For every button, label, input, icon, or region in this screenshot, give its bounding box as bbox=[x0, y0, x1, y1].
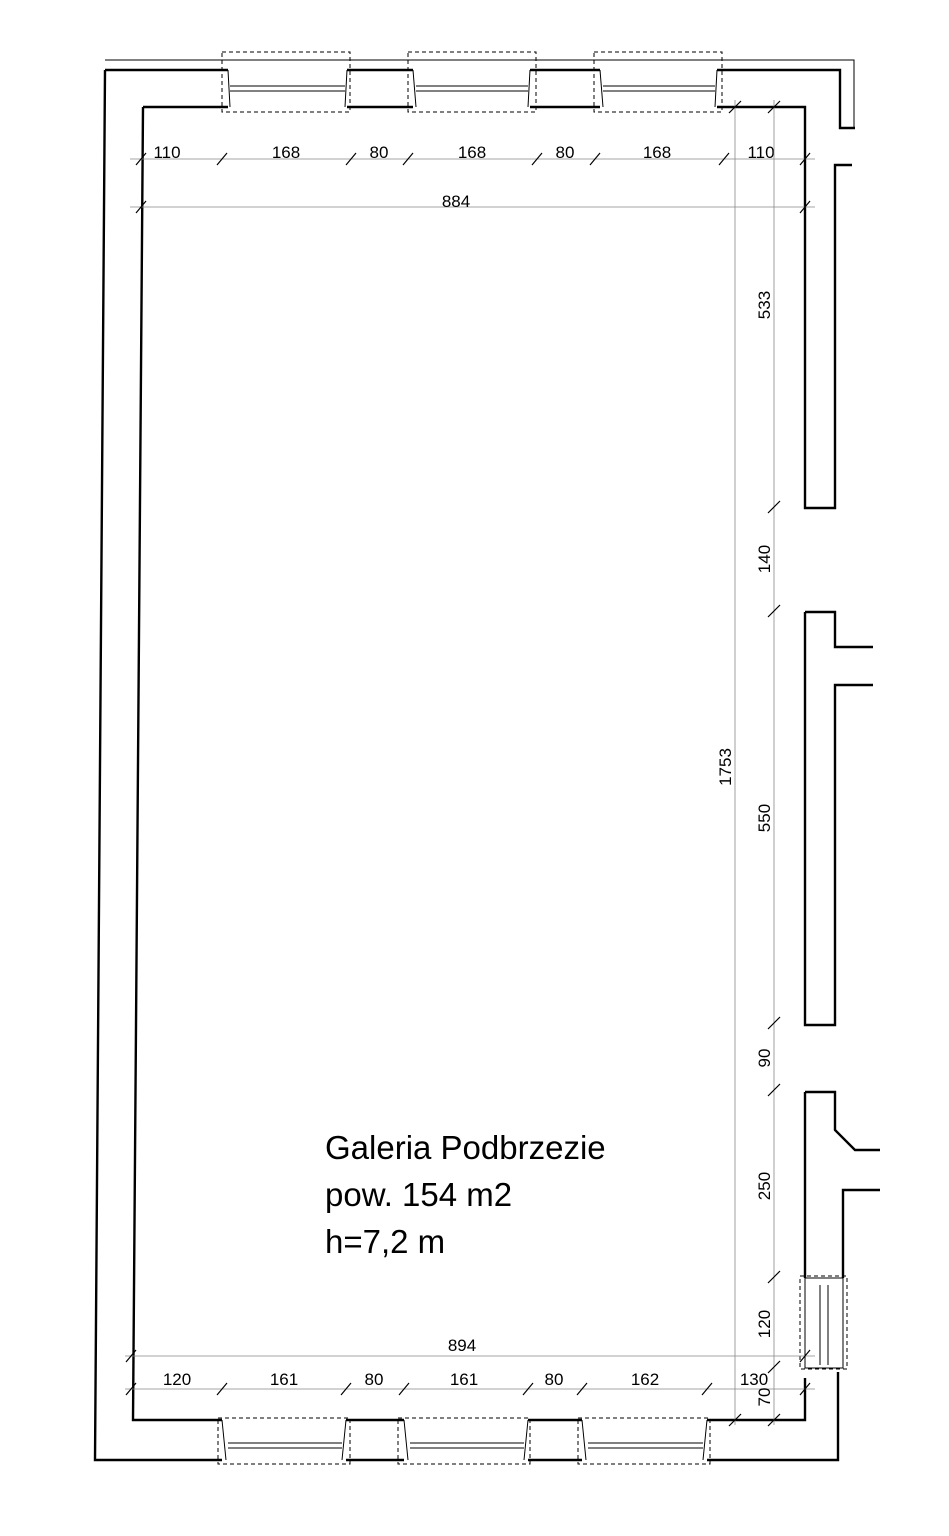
right-dim-7: 70 bbox=[755, 1387, 774, 1407]
right-wall-middle bbox=[805, 612, 873, 1025]
top-dim-5: 80 bbox=[555, 143, 575, 162]
top-window-1 bbox=[222, 52, 350, 112]
bottom-dimension-chain bbox=[125, 1370, 815, 1395]
bottom-dim-7: 130 bbox=[739, 1370, 769, 1389]
bottom-dim-6: 162 bbox=[630, 1370, 660, 1389]
top-dim-4: 168 bbox=[457, 143, 487, 162]
bottom-total-label: 894 bbox=[447, 1336, 477, 1355]
bottom-dim-3: 80 bbox=[364, 1370, 384, 1389]
room-label bbox=[325, 1124, 606, 1265]
right-overall-dimension bbox=[716, 100, 741, 1426]
right-dim-1: 533 bbox=[755, 290, 774, 320]
top-dimension-chain bbox=[130, 143, 815, 165]
top-dim-2: 168 bbox=[271, 143, 301, 162]
bottom-dim-4: 161 bbox=[449, 1370, 479, 1389]
bottom-window-1 bbox=[218, 1418, 350, 1464]
right-wall-lower bbox=[805, 1092, 880, 1278]
bottom-total-dimension bbox=[125, 1336, 815, 1362]
right-dim-2: 140 bbox=[755, 544, 774, 574]
right-window bbox=[800, 1276, 847, 1369]
bottom-dim-2: 161 bbox=[269, 1370, 299, 1389]
right-dim-6: 120 bbox=[755, 1309, 774, 1339]
right-overall-label: 1753 bbox=[716, 748, 735, 786]
room-height: h=7,2 m bbox=[325, 1223, 446, 1260]
bottom-window-2 bbox=[398, 1418, 530, 1464]
top-dim-1: 110 bbox=[153, 143, 181, 162]
top-total-dimension bbox=[130, 192, 815, 213]
right-dimension-chain bbox=[755, 100, 780, 1426]
right-dim-4: 90 bbox=[755, 1048, 774, 1068]
top-window-3 bbox=[594, 52, 722, 112]
bottom-window-3 bbox=[578, 1418, 710, 1464]
top-dim-7: 110 bbox=[747, 143, 775, 162]
top-window-2 bbox=[408, 52, 536, 112]
room-name: Galeria Podbrzezie bbox=[325, 1129, 606, 1166]
bottom-dim-5: 80 bbox=[544, 1370, 564, 1389]
top-dim-6: 168 bbox=[642, 143, 672, 162]
room-area: pow. 154 m2 bbox=[325, 1176, 513, 1213]
right-dim-5: 250 bbox=[755, 1171, 774, 1201]
right-dim-3: 550 bbox=[755, 803, 774, 833]
bottom-dim-1: 120 bbox=[162, 1370, 192, 1389]
top-total-label: 884 bbox=[441, 192, 471, 211]
top-dim-3: 80 bbox=[369, 143, 389, 162]
